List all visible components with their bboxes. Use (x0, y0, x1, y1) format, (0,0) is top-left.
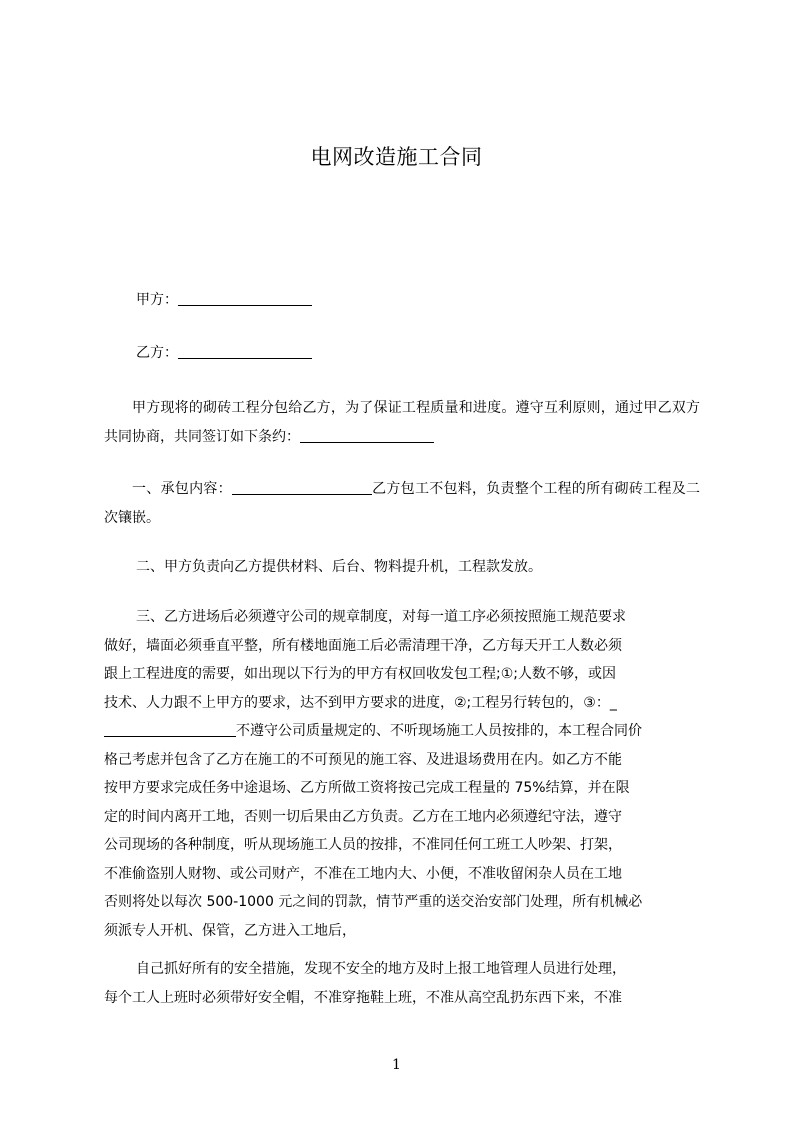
page-number: 1 (392, 1057, 401, 1073)
intro-text: 甲方现将的砌砖工程分包给乙方，为了保证工程质量和进度。遵守互利原则，通过甲乙双方共同协商，共同签订如下条约： (104, 400, 700, 445)
party-b-label: 乙方： (136, 345, 178, 361)
clause-3-line-11: 否则将处以每次 500-1000 元之间的罚款，情节严重的送交治安部门处理，所有机械必 (104, 894, 643, 910)
clause-1-paragraph (104, 475, 700, 533)
party-a-line (136, 290, 312, 310)
intro-paragraph (104, 394, 700, 452)
clause-3-line-10: 不准偷盗别人财物、或公司财产，不准在工地内大、小便，不准收留闲杂人员在工地 (104, 866, 622, 882)
clause-1-text: 乙方包工不包料，负责整个工程的所有砌砖工程及二次镶嵌。 (104, 481, 700, 526)
intro-blank (300, 428, 434, 443)
party-b-blank (178, 344, 312, 359)
page-title: 电网改造施工合同 (310, 145, 483, 169)
clause-3-line-3: 跟上工程进度的需要，如出现以下行为的甲方有权回收发包工程;①;人数不够，或因 (104, 666, 616, 682)
clause-3-line-8: 定的时间内离开工地，否则一切后果由乙方负责。乙方在工地内必须遵纪守法，遵守 (104, 809, 622, 825)
clause-3-line-7: 按甲方要求完成任务中途退场、乙方所做工资将按己完成工程量的 75%结算，并在限 (104, 780, 630, 796)
clause-2-paragraph: 二、甲方负责向乙方提供材料、后台、物料提升机，工程款发放。 (136, 559, 542, 575)
clause-3-line-12: 须派专人开机、保管，乙方进入工地后， (104, 923, 356, 939)
party-a-blank (178, 291, 312, 306)
clause-1-prefix: 一、承包内容： (132, 481, 232, 497)
party-a-label: 甲方： (136, 292, 178, 308)
clause-3-blank (104, 722, 236, 737)
clause-3-line-5 (104, 721, 642, 741)
clause-3-line-9: 公司现场的各种制度，听从现场施工人员的按排，不准同任何工班工人吵架、打架， (104, 837, 622, 853)
safety-line-2: 每个工人上班时必须带好安全帽，不准穿拖鞋上班，不准从高空乱扔东西下来，不准 (104, 990, 622, 1006)
safety-line-1: 自己抓好所有的安全措施，发现不安全的地方及时上报工地管理人员进行处理， (136, 961, 626, 977)
clause-1-blank (232, 480, 372, 495)
clause-3-line-4: 技术、人力跟不上甲方的要求，达不到甲方要求的进度，②;工程另行转包的，③：_ (104, 695, 617, 711)
clause-3-line-6: 格己考虑并包含了乙方在施工的不可预见的施工容、及进退场费用在内。如乙方不能 (104, 752, 622, 768)
party-b-line (136, 343, 312, 363)
clause-3-line-2: 做好，墙面必须垂直平整，所有楼地面施工后必需清理干净，乙方每天开工人数必须 (104, 638, 622, 654)
clause-3-line-5-text: 不遵守公司质量规定的、不听现场施工人员按排的，本工程合同价 (236, 723, 642, 739)
clause-3-line-1: 三、乙方进场后必须遵守公司的规章制度，对每一道工序必须按照施工规范要求 (136, 609, 626, 625)
